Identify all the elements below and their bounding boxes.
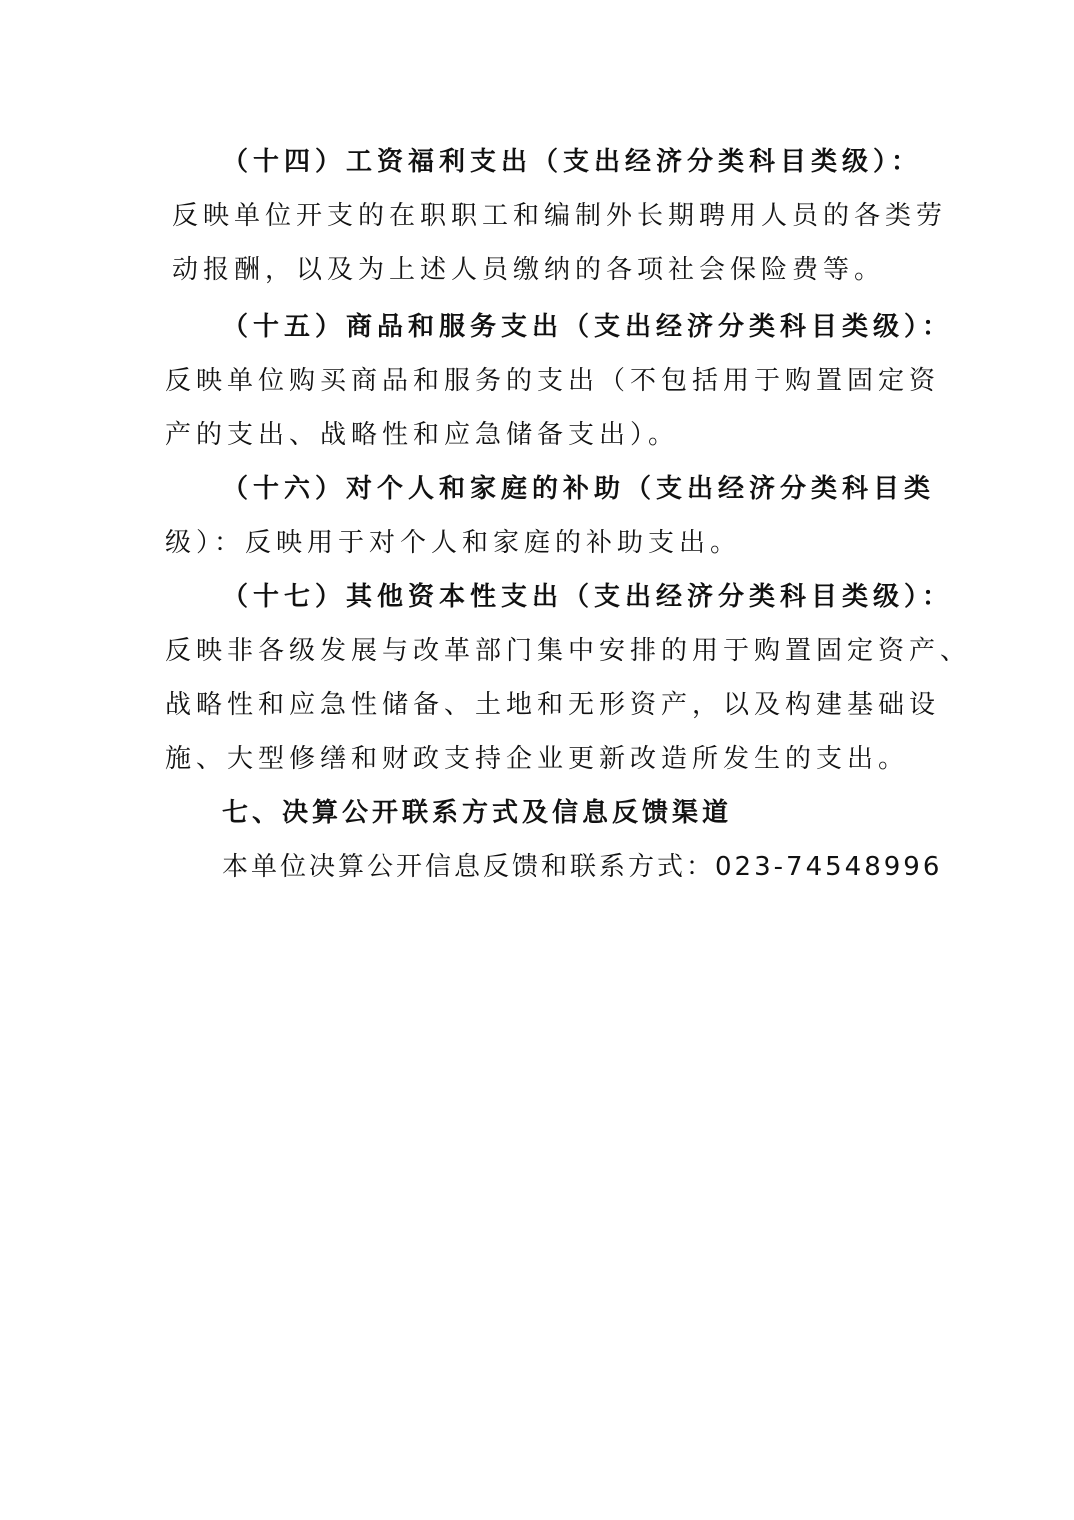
contact-label: 本单位决算公开信息反馈和联系方式： — [222, 852, 716, 882]
contact-line — [222, 840, 942, 894]
contact-phone: 023-74548996 — [715, 852, 943, 882]
item-14-line-2: 动报酬，以及为上述人员缴纳的各项社会保险费等。 — [172, 255, 886, 285]
item-17-line-2: 战略性和应急性储备、土地和无形资产，以及构建基础设 — [165, 690, 941, 720]
item-14-line-1: 反映单位开支的在职职工和编制外长期聘用人员的各类劳 — [172, 201, 948, 231]
item-14-body — [172, 189, 948, 297]
item-16-heading: （十六）对个人和家庭的补助（支出经济分类科目类 — [222, 474, 936, 504]
item-15-heading: （十五）商品和服务支出（支出经济分类科目类级）： — [222, 312, 954, 342]
item-17-body — [165, 624, 972, 786]
item-16-body — [165, 516, 925, 570]
item-15-line-2: 产的支出、战略性和应急储备支出）。 — [165, 420, 680, 450]
item-17-heading: （十七）其他资本性支出（支出经济分类科目类级）： — [222, 582, 954, 612]
section-7-title: 七、决算公开联系方式及信息反馈渠道 — [222, 798, 733, 828]
item-15-body — [165, 354, 941, 462]
item-17-line-1: 反映非各级发展与改革部门集中安排的用于购置固定资产、 — [165, 636, 972, 666]
item-14-heading: （十四）工资福利支出（支出经济分类科目类级）： — [222, 147, 923, 177]
item-15-line-1: 反映单位购买商品和服务的支出（不包括用于购置固定资 — [165, 366, 941, 396]
item-17-line-3: 施、大型修缮和财政支持企业更新改造所发生的支出。 — [165, 744, 910, 774]
item-16-line-1: 级）：反映用于对个人和家庭的补助支出。 — [165, 528, 742, 558]
